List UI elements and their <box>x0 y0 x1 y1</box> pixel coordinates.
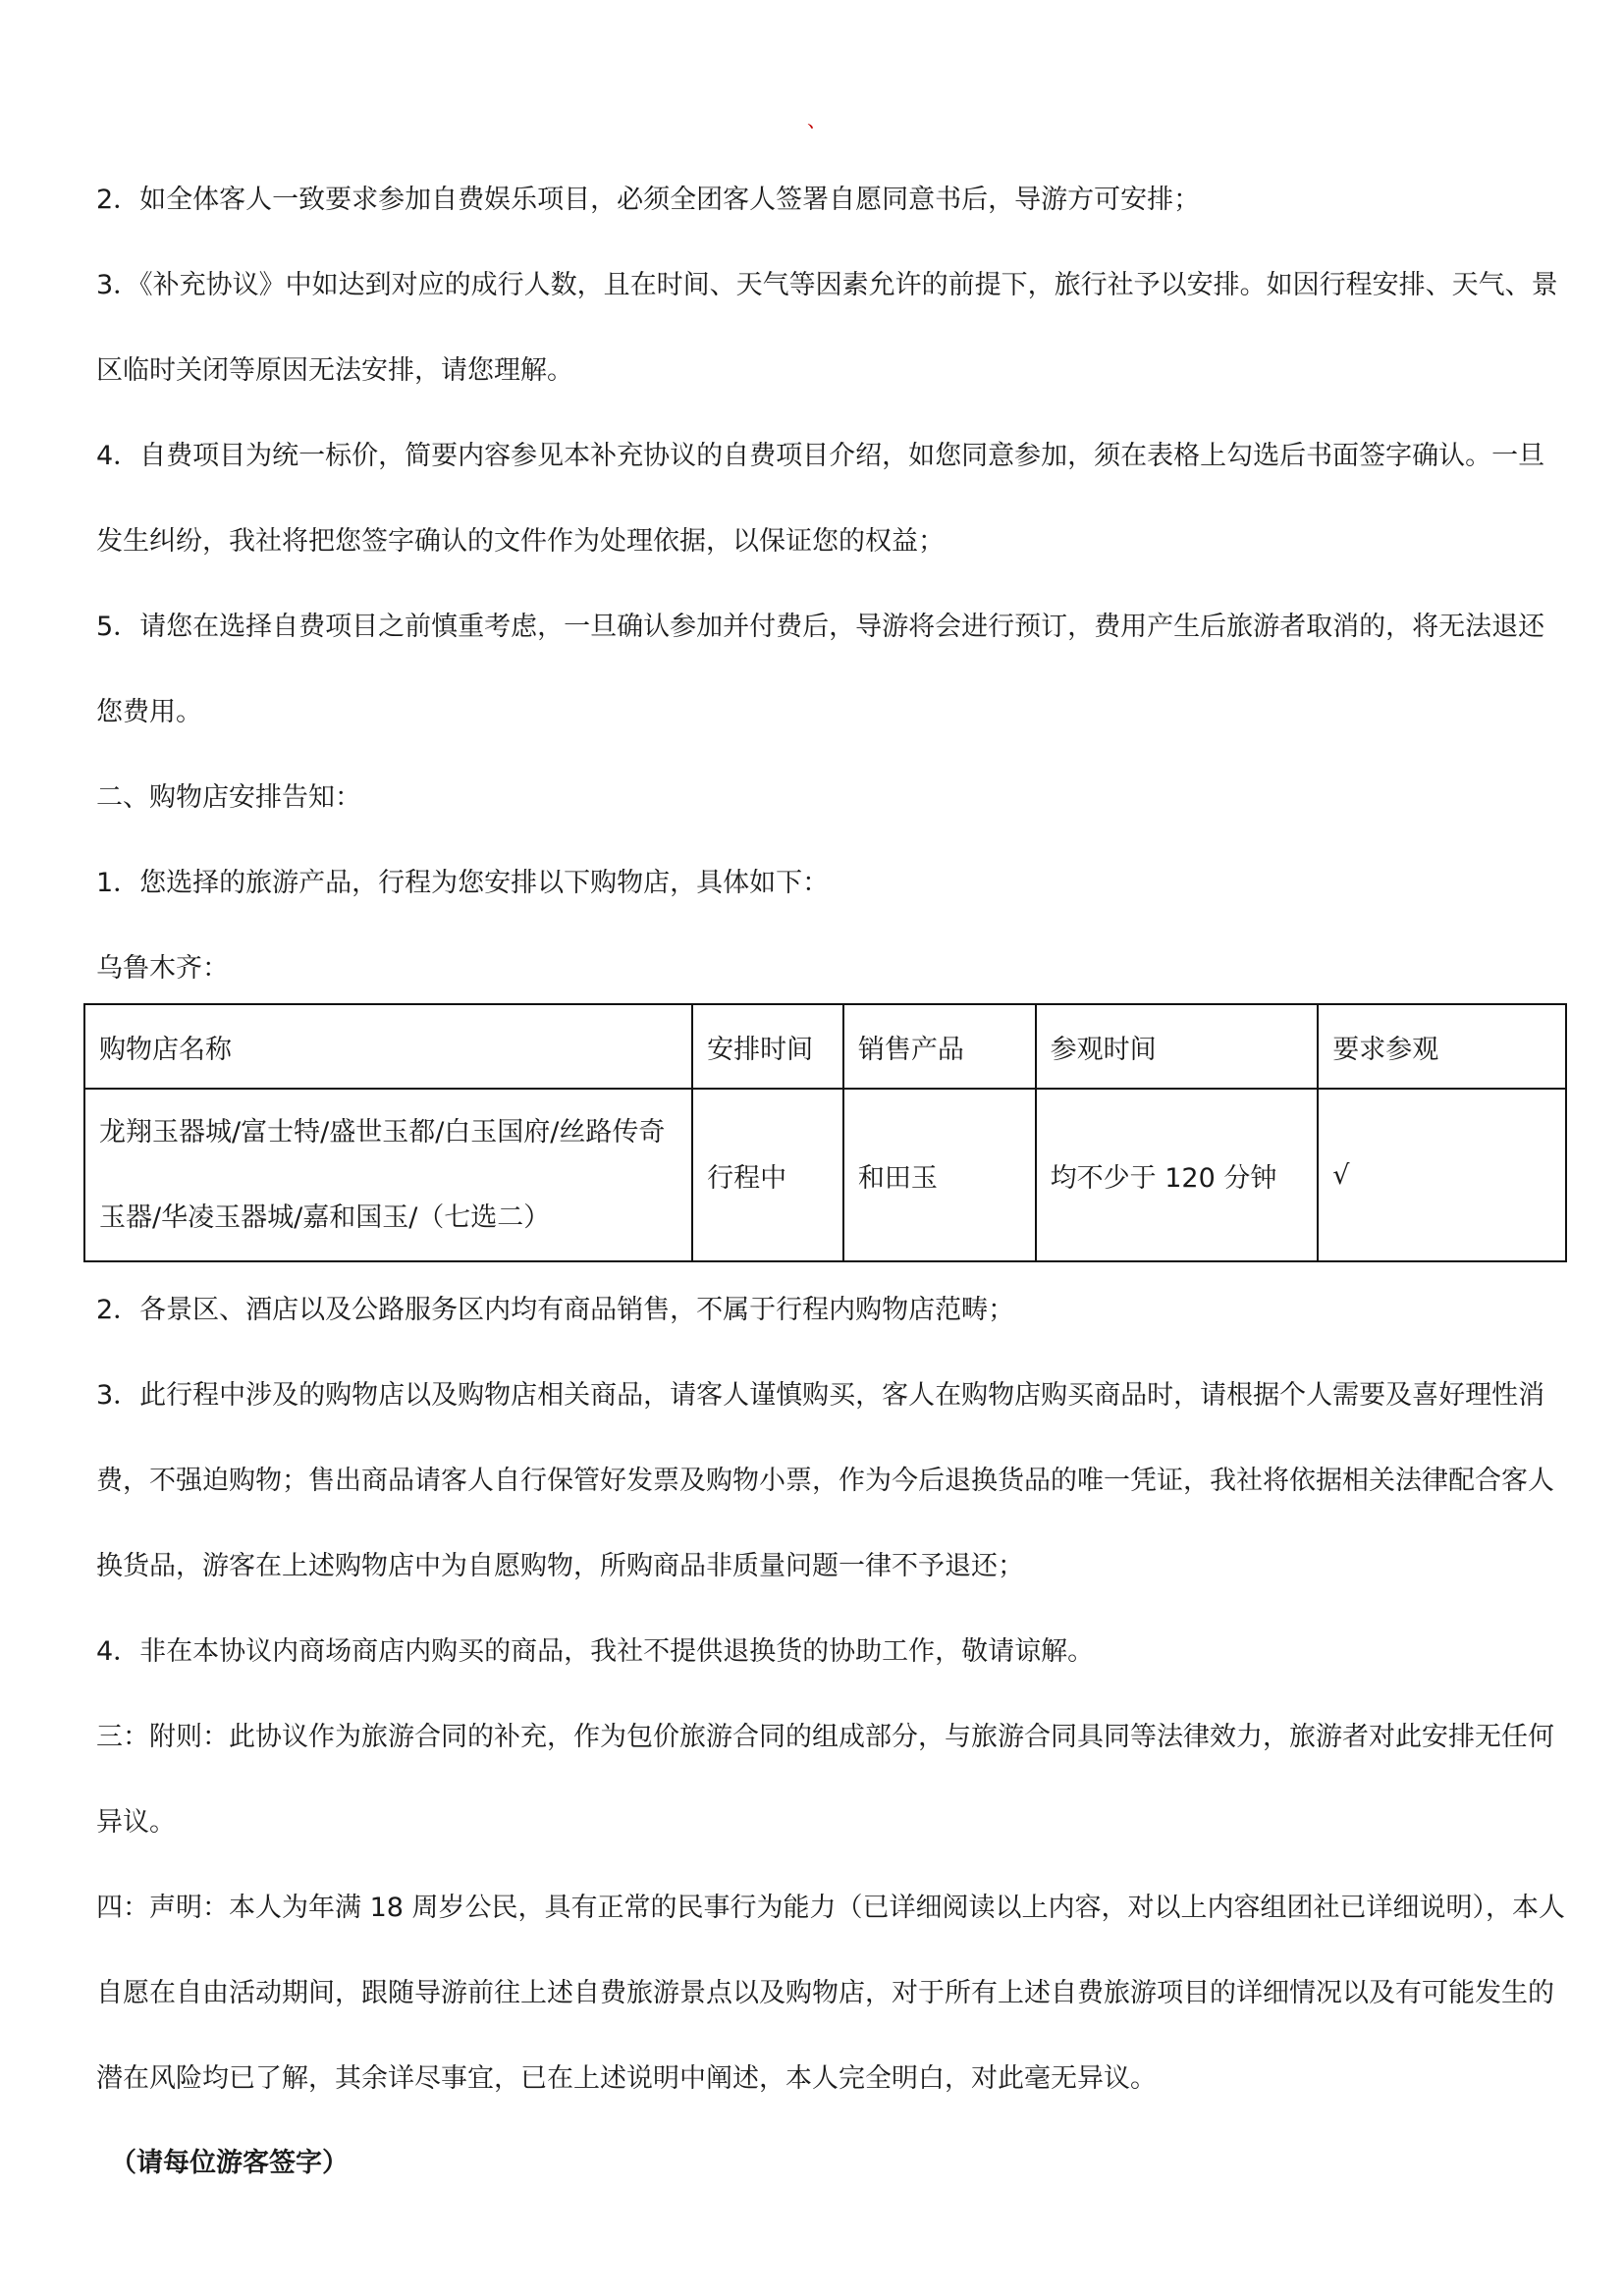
arrange-time-cell: 行程中 <box>692 1089 843 1261</box>
section-2-item-4: 4．非在本协议内商场商店内购买的商品，我社不提供退换货的协助工作，敬请谅解。 <box>96 1636 1095 1667</box>
item-5-consider-carefully: 5．请您在选择自费项目之前慎重考虑，一旦确认参加并付费后，导游将会进行预订，费用产生后旅游者取消的，将无法退还您费用。 <box>96 612 1545 727</box>
section-2-title: 二、购物店安排告知： <box>96 782 361 813</box>
top-mark: 、 <box>807 108 827 132</box>
signature-note: （请每位游客签字） <box>110 2148 349 2178</box>
visit-time-cell: 均不少于 120 分钟 <box>1036 1089 1319 1261</box>
table-header: 参观时间 <box>1036 1004 1319 1089</box>
required-visit-cell: √ <box>1318 1089 1566 1261</box>
section-3-appendix: 三：附则：此协议作为旅游合同的补充，作为包价旅游合同的组成部分，与旅游合同具同等法律效力，旅游者对此安排无任何异议。 <box>96 1722 1554 1838</box>
shop-names-cell: 龙翔玉器城/富士特/盛世玉都/白玉国府/丝路传奇玉器/华凌玉器城/嘉和国玉/（七选二） <box>84 1089 692 1261</box>
item-3-supplementary-agreement: 3．《补充协议》中如达到对应的成行人数，且在时间、天气等因素允许的前提下，旅行社予以安排。如因行程安排、天气、景区临时关闭等原因无法安排，请您理解。 <box>96 270 1558 386</box>
section-4-declaration: 四：声明：本人为年满 18 周岁公民，具有正常的民事行为能力（已详细阅读以上内容，对以上内容组团社已详细说明），本人自愿在自由活动期间，跟随导游前往上述自费旅游景点以及购物店，对于所有上述自费旅游项目的详细情况以及有可能发生的潜在风险均已了解，其余详尽事宜，已在上述说明中阐述，本人完全明白，对此毫无异议。 <box>96 1893 1566 2094</box>
section-2-item-3: 3．此行程中涉及的购物店以及购物店相关商品，请客人谨慎购买，客人在购物店购买商品时，请根据个人需要及喜好理性消费，不强迫购物；售出商品请客人自行保管好发票及购物小票，作为今后退换货品的唯一凭证，我社将依据相关法律配合客人换货品，游客在上述购物店中为自愿购物，所购商品非质量问题一律不予退还； <box>96 1380 1554 1581</box>
item-2-self-paid-consent: 2．如全体客人一致要求参加自费娱乐项目，必须全团客人签署自愿同意书后，导游方可安排； <box>96 185 1201 215</box>
item-4-unified-pricing: 4．自费项目为统一标价，简要内容参见本补充协议的自费项目介绍，如您同意参加，须在表格上勾选后书面签字确认。一旦发生纠纷，我社将把您签字确认的文件作为处理依据，以保证您的权益； <box>96 441 1545 557</box>
table-header: 要求参观 <box>1318 1004 1566 1089</box>
table-header: 购物店名称 <box>84 1004 692 1089</box>
shopping-table <box>83 1003 1567 1262</box>
section-2-item-2: 2．各景区、酒店以及公路服务区内均有商品销售，不属于行程内购物店范畴； <box>96 1295 1015 1325</box>
section-2-item-1: 1．您选择的旅游产品，行程为您安排以下购物店，具体如下： <box>96 868 830 898</box>
product-cell: 和田玉 <box>843 1089 1036 1261</box>
table-header-row <box>84 1004 1566 1089</box>
table-header: 销售产品 <box>843 1004 1036 1089</box>
table-header: 安排时间 <box>692 1004 843 1089</box>
table-row <box>84 1089 1566 1261</box>
city-label: 乌鲁木齐： <box>96 953 229 984</box>
